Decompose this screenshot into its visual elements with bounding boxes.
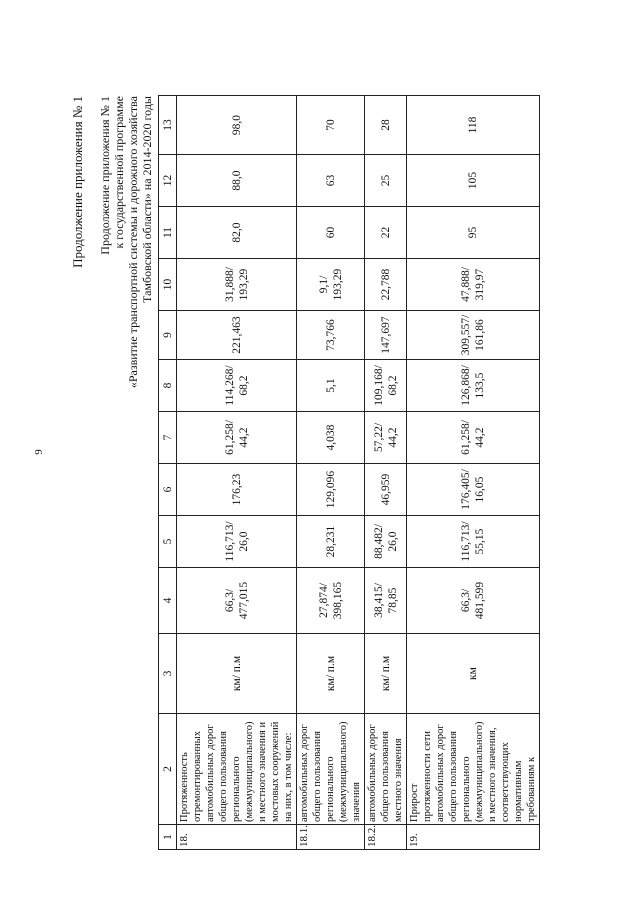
unit-cell: км/ п.м <box>177 634 297 714</box>
column-number-row <box>159 96 177 850</box>
column-header: 10 <box>159 259 177 311</box>
row-name: автомобильных дорог общего пользования регионального (межмуниципального) значения <box>297 714 365 825</box>
value-cell: 63 <box>297 155 365 207</box>
value-cell: 9,1/ 193,29 <box>297 259 365 311</box>
value-cell: 129,096 <box>297 464 365 516</box>
value-cell: 4,038 <box>297 412 365 464</box>
table-row <box>177 96 297 850</box>
column-header: 6 <box>159 464 177 516</box>
value-cell: 25 <box>365 155 407 207</box>
appendix-line: к государственной программе <box>112 96 126 249</box>
column-header: 8 <box>159 360 177 412</box>
column-header: 7 <box>159 412 177 464</box>
appendix-reference <box>98 96 154 388</box>
column-header: 9 <box>159 311 177 360</box>
row-number: 19. <box>407 825 540 850</box>
column-header: 13 <box>159 96 177 155</box>
value-cell: 176,405/ 16,05 <box>407 464 540 516</box>
document-headings <box>32 96 154 850</box>
value-cell: 88,482/ 26,0 <box>365 516 407 568</box>
appendix-line: «Развитие транспортной системы и дорожного хозяйства <box>126 96 140 389</box>
value-cell: 95 <box>407 207 540 259</box>
value-cell: 309,557/ 161,86 <box>407 311 540 360</box>
value-cell: 147,697 <box>365 311 407 360</box>
value-cell: 22 <box>365 207 407 259</box>
value-cell: 109,168/ 68,2 <box>365 360 407 412</box>
value-cell: 61,258/ 44,2 <box>177 412 297 464</box>
row-number: 18.2. <box>365 825 407 850</box>
column-header: 1 <box>159 825 177 850</box>
column-header: 5 <box>159 516 177 568</box>
value-cell: 46,959 <box>365 464 407 516</box>
value-cell: 66,3/ 481,599 <box>407 568 540 634</box>
value-cell: 116,713/ 26,0 <box>177 516 297 568</box>
column-header: 2 <box>159 714 177 825</box>
value-cell: 98,0 <box>177 96 297 155</box>
value-cell: 116,713/ 55,15 <box>407 516 540 568</box>
value-cell: 70 <box>297 96 365 155</box>
value-cell: 88,0 <box>177 155 297 207</box>
unit-cell: км/ п.м <box>365 634 407 714</box>
row-number: 18. <box>177 825 297 850</box>
value-cell: 66,3/ 477,015 <box>177 568 297 634</box>
row-name: Прирост протяженности сети автомобильных дорог общего пользования регионального (межмуниципального) и местного значения, соответствующих нормативным требованиям к <box>407 714 540 825</box>
value-cell: 47,888/ 319,97 <box>407 259 540 311</box>
value-cell: 61,258/ 44,2 <box>407 412 540 464</box>
value-cell: 27,874/ 398,165 <box>297 568 365 634</box>
column-header: 4 <box>159 568 177 634</box>
unit-cell: км <box>407 634 540 714</box>
appendix-line: Продолжение приложения № 1 <box>98 96 112 255</box>
column-header: 12 <box>159 155 177 207</box>
row-name: Протяженность отремонтированных автомобильных дорог общего пользования регионального (межмуниципального) и местного значения и мостовых сооружений на них, в том числе: <box>177 714 297 825</box>
value-cell: 28,231 <box>297 516 365 568</box>
row-number: 18.1. <box>297 825 365 850</box>
table-row <box>407 96 540 850</box>
value-cell: 31,888/ 193,29 <box>177 259 297 311</box>
indicators-table <box>158 95 540 850</box>
value-cell: 118 <box>407 96 540 155</box>
table-row <box>365 96 407 850</box>
appendix-line: Тамбовской области» на 2014-2020 годы <box>140 96 154 303</box>
value-cell: 60 <box>297 207 365 259</box>
value-cell: 82,0 <box>177 207 297 259</box>
unit-cell: км/ п.м <box>297 634 365 714</box>
value-cell: 176,23 <box>177 464 297 516</box>
row-name: автомобильных дорог общего пользования местного значения <box>365 714 407 825</box>
value-cell: 114,268/ 68,2 <box>177 360 297 412</box>
value-cell: 57,22/ 44,2 <box>365 412 407 464</box>
value-cell: 126,868/ 133,5 <box>407 360 540 412</box>
column-header: 3 <box>159 634 177 714</box>
value-cell: 5,1 <box>297 360 365 412</box>
column-header: 11 <box>159 207 177 259</box>
rotated-page-content <box>32 96 537 850</box>
value-cell: 22,788 <box>365 259 407 311</box>
value-cell: 73,766 <box>297 311 365 360</box>
table-row <box>297 96 365 850</box>
continuation-title: Продолжение приложения № 1 <box>70 96 85 268</box>
page-number: 9 <box>32 449 45 455</box>
value-cell: 105 <box>407 155 540 207</box>
value-cell: 221,463 <box>177 311 297 360</box>
value-cell: 38,415/ 78,85 <box>365 568 407 634</box>
value-cell: 28 <box>365 96 407 155</box>
